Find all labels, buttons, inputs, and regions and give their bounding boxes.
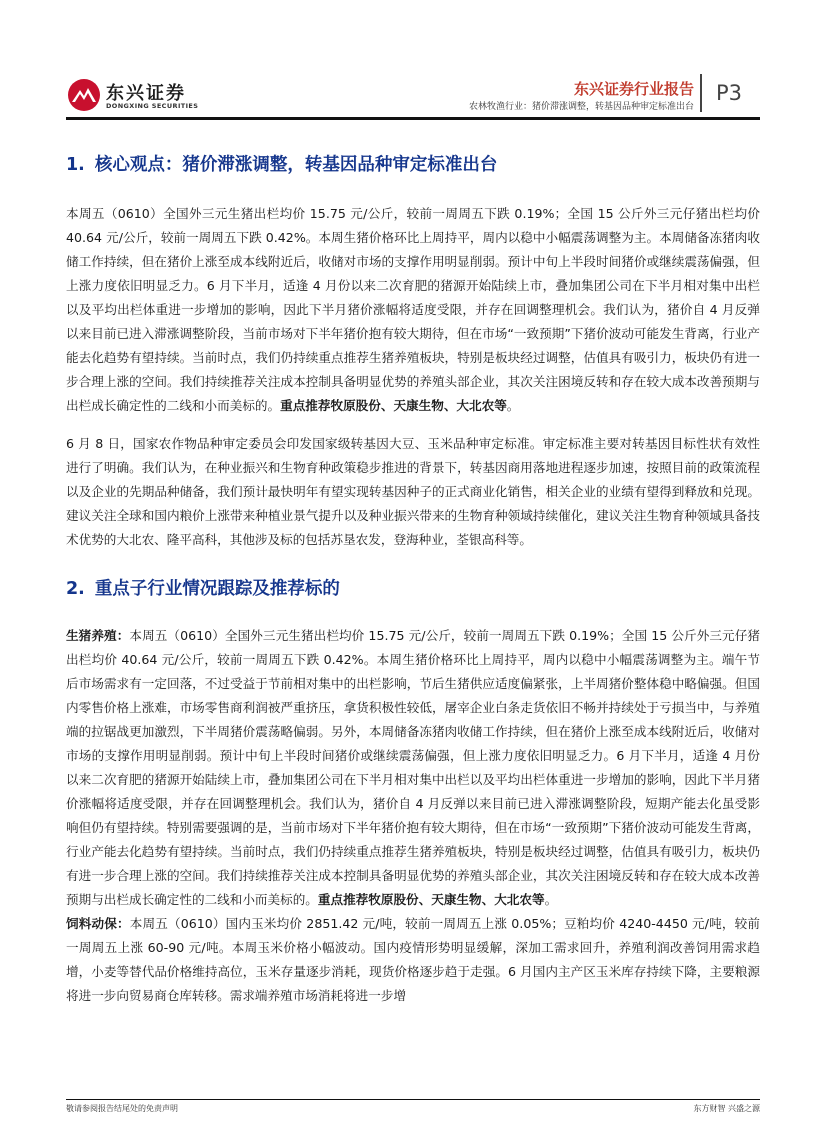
section-1-paragraph-1 xyxy=(66,202,760,418)
logo-mark-icon xyxy=(66,78,102,112)
header-rule xyxy=(66,117,760,120)
logo-english-name: DONGXING SECURITIES xyxy=(106,102,199,110)
section-1-number: 1. xyxy=(66,155,85,175)
page-number: P3 xyxy=(716,81,743,105)
section-2-title: 重点子行业情况跟踪及推荐标的 xyxy=(94,579,340,599)
page-header xyxy=(0,0,827,120)
section-2-number: 2. xyxy=(66,579,85,599)
recommendation-bold: 重点推荐牧原股份、天康生物、大北农等 xyxy=(317,892,545,907)
footer-rule xyxy=(66,1099,760,1100)
paragraph-text: 本周五（0610）全国外三元生猪出栏均价 15.75 元/公斤，较前一周周五下跌 0.19%；全国 15 公斤外三元仔猪出栏均价 40.64 元/公斤，较前一周周五下跌 0.42%。本周生猪价格环比上周持平，周内以稳中小幅震荡调整为主。端午节后市场需求有一定回落，不过受益于节前相对集中的出栏影响，节后生猪供应适度偏紧张，上半周猪价整体稳中略偏强。但国内零售价格上涨难，市场零售商利润被严重挤压，拿货积极性较低，屠宰企业白条走货依旧不畅并持续处于亏损当中，与养殖端的拉锯战更加激烈，下半周猪价震荡略偏弱。另外，本周储备冻猪肉收储工作持续，但在猪价上涨至成本线附近后，收储对市场的支撑作用明显削弱。预计中旬上半段时间猪价或继续震荡偏强，但上涨力度依旧明显乏力。6 月下半月，适逢 4 月份以来二次育肥的猪源开始陆续上市，叠加集团公司在下半月相对集中出栏以及平均出栏体重进一步增加的影响，因此下半月猪价涨幅将适度受限，并存在回调整理机会。我们认为，猪价自 4 月反弹以来目前已进入滞涨调整阶段，短期产能去化虽受影响但仍有望持续。特别需要强调的是，当前市场对下半年猪价抱有较大期待，但在市场“一致预期”下猪价波动可能发生背离，行业产能去化趋势有望持续。当前时点，我们仍持续重点推荐生猪养殖板块，特别是板块经过调整，估值具有吸引力，板块仍有进一步合理上涨的空间。我们持续推荐关注成本控制具备明显优势的养殖头部企业，其次关注困境反转和存在较大成本改善预期与出栏成长确定性的二线和小而美标的。 xyxy=(66,628,760,907)
paragraph-end: 。 xyxy=(506,398,520,413)
paragraph-text: 本周五（0610）全国外三元生猪出栏均价 15.75 元/公斤，较前一周周五下跌 0.19%；全国 15 公斤外三元仔猪出栏均价 40.64 元/公斤，较前一周周五下跌 0.42%。本周生猪价格环比上周持平，周内以稳中小幅震荡调整为主。本周储备冻猪肉收储工作持续，但在猪价上涨至成本线附近后，收储对市场的支撑作用明显削弱。预计中旬上半段时间猪价或继续震荡偏强，但上涨力度依旧明显乏力。6 月下半月，适逢 4 月份以来二次育肥的猪源开始陆续上市，叠加集团公司在下半月相对集中出栏以及平均出栏体重进一步增加的影响，因此下半月猪价涨幅将适度受限，并存在回调整理机会。我们认为，猪价自 4 月反弹以来目前已进入滞涨调整阶段，当前市场对下半年猪价抱有较大期待，但在市场“一致预期”下猪价波动可能发生背离，行业产能去化趋势有望持续。当前时点，我们仍持续重点推荐生猪养殖板块，特别是板块经过调整，估值具有吸引力，板块仍有进一步合理上涨的空间。我们持续推荐关注成本控制具备明显优势的养殖头部企业，其次关注困境反转和存在较大成本改善预期与出栏成长确定性的二线和小而美标的。 xyxy=(66,206,760,413)
paragraph-text: 本周五（0610）国内玉米均价 2851.42 元/吨，较前一周周五上涨 0.05%；豆粕均价 4240-4450 元/吨，较前一周周五上涨 60-90 元/吨。本周玉米价格小幅波动。国内疫情形势明显缓解，深加工需求回升，养殖利润改善饲用需求趋增，小麦等替代品价格维持高位，玉米存量逐步消耗，现货价格逐步趋于走强。6 月国内主产区玉米库存持续下降，主要粮源将进一步向贸易商仓库转移。需求端养殖市场消耗将进一步增 xyxy=(66,916,760,1003)
header-divider xyxy=(700,74,702,112)
hog-lead: 生猪养殖： xyxy=(66,628,130,643)
section-1-title: 核心观点：猪价滞涨调整，转基因品种审定标准出台 xyxy=(94,155,498,175)
section-2-paragraph-hog xyxy=(66,624,760,912)
section-1-paragraph-2: 6 月 8 日，国家农作物品种审定委员会印发国家级转基因大豆、玉米品种审定标准。审定标准主要对转基因目标性状有效性进行了明确。我们认为，在种业振兴和生物育种政策稳步推进的背景下，转基因商用落地进程逐步加速，按照目前的政策流程以及企业的先期品种储备，我们预计最快明年有望实现转基因种子的正式商业化销售，相关企业的业绩有望得到释放和兑现。建议关注全球和国内粮价上涨带来种植业景气提升以及种业振兴带来的生物育种领域持续催化，建议关注生物育种领域具备技术优势的大北农、隆平高科，其他涉及标的包括苏垦农发，登海种业，荃银高科等。 xyxy=(66,436,760,547)
report-title: 东兴证券行业报告 xyxy=(573,80,694,98)
section-1-heading xyxy=(66,152,760,178)
feed-lead: 饲料动保： xyxy=(66,916,130,931)
company-logo xyxy=(66,78,216,112)
paragraph-end: 。 xyxy=(544,892,558,907)
recommendation-bold: 重点推荐牧原股份、天康生物、大北农等 xyxy=(280,398,507,413)
footer-slogan: 东方财智 兴盛之源 xyxy=(693,1104,760,1113)
section-2-heading xyxy=(66,576,760,602)
footer-disclaimer: 敬请参阅报告结尾处的免责声明 xyxy=(66,1104,178,1113)
logo-chinese-name: 东兴证券 xyxy=(106,83,186,104)
section-2-paragraph-feed xyxy=(66,912,760,1008)
report-subtitle: 农林牧渔行业：猪价滞涨调整，转基因品种审定标准出台 xyxy=(468,102,694,112)
report-body xyxy=(66,152,760,1008)
